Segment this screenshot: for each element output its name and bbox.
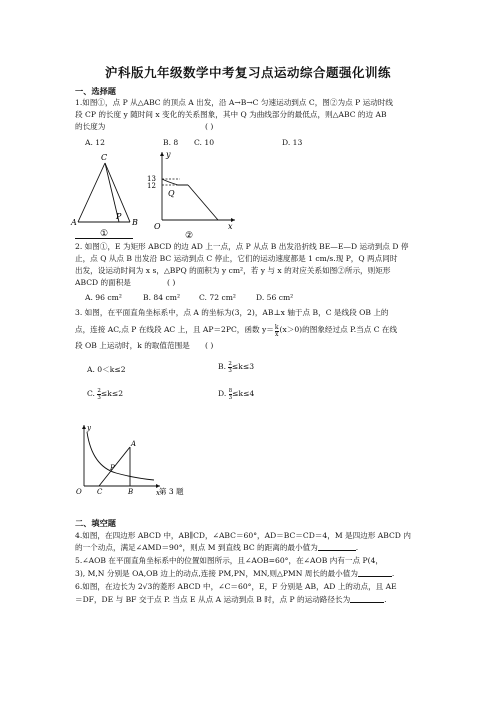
q3-fig-label-c: C xyxy=(97,488,103,496)
q3-option-c-prefix: C. xyxy=(87,389,95,398)
q3-option-d-den: 3 xyxy=(228,395,233,401)
q1-line3-text: 的长度为 xyxy=(75,122,106,131)
q2-line1: 2. 如图①，E 为矩形 ABCD 的边 AD 上一点，点 P 从点 B 出发沿折线 BE—E—D 运动到点 D 停 xyxy=(75,242,409,251)
q5-line2-end: . xyxy=(391,569,395,578)
q6-line1: 6.如图，在边长为 2√3的菱形 ABCD 中，∠C＝60°，E，F 分别是 AB，AD 上的动点，且 AE xyxy=(75,582,397,591)
q1-fig2-label-y: y xyxy=(166,150,171,159)
q2-option-a: A. 96 cm² xyxy=(85,293,122,302)
q1-fig1-caption: ① xyxy=(100,229,109,238)
q2-line3: 出发，设运动时间为 x s，△BPQ 的面积为 y cm²，若 y 与 x 的对应关系如图②所示，则矩形 xyxy=(75,266,391,275)
q3-fig-label-y: y xyxy=(87,424,91,432)
q3-line3 xyxy=(75,340,425,352)
q3-fig-label-o: O xyxy=(76,488,82,496)
q2-option-b: B. 84 cm² xyxy=(143,293,180,302)
q6-line2 xyxy=(75,594,425,606)
q3-option-d xyxy=(218,388,254,401)
q1-option-d: D. 13 xyxy=(282,138,303,147)
q3-option-b-prefix: B. xyxy=(218,362,226,371)
q3-line2-text-a: 点，连接 AC,点 P 在线段 AC 上，且 AP＝2PC，函数 y＝ xyxy=(75,325,274,334)
q3-option-c-num: 2 xyxy=(97,388,101,394)
q3-fig-label-b: B xyxy=(128,488,134,496)
q3-option-d-suffix: ≤k≤4 xyxy=(232,389,255,398)
q3-line2 xyxy=(75,324,425,339)
page-title: 沪科版九年级数学中考复习点运动综合题强化训练 xyxy=(104,65,391,80)
q2-line4-text: ABCD 的面积是 xyxy=(75,278,131,287)
q1-fig1-label-b: B xyxy=(132,218,138,227)
q2-answer-paren: ( ) xyxy=(167,278,176,287)
q3-option-b xyxy=(218,361,254,374)
q6-line2-end: . xyxy=(384,595,387,604)
q3-option-b-suffix: ≤k≤3 xyxy=(231,362,255,371)
q1-line3 xyxy=(75,121,425,133)
q1-fig1-label-a: A xyxy=(71,218,77,227)
q6-answer-blank[interactable] xyxy=(350,594,387,604)
q1-fig2-tick-13: 13 xyxy=(147,175,156,183)
q3-option-c-suffix: ≤k≤2 xyxy=(100,389,124,398)
q3-fraction-num: k xyxy=(274,323,279,331)
q2-line2: 止，点 Q 从点 B 出发沿 BC 运动到点 C 停止，它们的运动速度都是 1 cm/s.现 P，Q 两点同时 xyxy=(75,254,398,263)
section-fill-heading: 二、填空题 xyxy=(75,518,116,528)
q1-option-b: B. 8 xyxy=(163,138,179,147)
q3-fraction-kx xyxy=(275,325,279,339)
q3-option-d-num: 8 xyxy=(228,388,233,394)
q5-line2 xyxy=(75,568,425,580)
q1-fig1-underline xyxy=(75,238,133,239)
q6-line2-text: ＝DF，DE 与 BF 交于点 P. 当点 E 从点 A 运动到点 B 时，点 P 的运动路径长为 xyxy=(75,595,351,604)
q3-fig-label-p: P xyxy=(110,464,115,472)
q3-fraction-den: x xyxy=(275,331,279,338)
q3-line2-text-b: (x＞0)的图象经过点 P.当点 C 在线 xyxy=(279,325,398,334)
q1-fig2-label-x: x xyxy=(228,222,233,231)
q4-answer-blank[interactable] xyxy=(318,542,359,552)
q1-fig1-label-p: P xyxy=(116,212,122,221)
q5-answer-blank[interactable] xyxy=(358,568,395,578)
q1-option-c: C. 10 xyxy=(194,138,215,147)
q1-line2: 段 CP 的长度 y 随时间 x 变化的关系图象，其中 Q 为曲线部分的最低点，则△ABC 的边 AB xyxy=(75,110,387,119)
q3-option-a: A. 0＜k≤2 xyxy=(87,365,126,374)
q1-answer-paren: ( ) xyxy=(205,122,214,131)
q5-line2-text: 3), M,N 分别是 OA,OB 边上的动点,连接 PM,PN，MN,则△PMN 周长的最小值为 xyxy=(75,569,358,578)
q2-option-d: D. 56 cm² xyxy=(256,293,294,302)
q3-fig-label-a: A xyxy=(131,440,137,448)
q1-fig2-label-q: Q xyxy=(168,189,175,198)
q3-option-c xyxy=(87,388,123,401)
q2-option-c: C. 72 cm² xyxy=(199,293,236,302)
q1-figure-graph xyxy=(140,148,240,240)
q4-line2-text: 的一个动点，满足∠AMD＝90°，则点 M 到直线 BC 的距离的最小值为 xyxy=(75,543,318,552)
q1-fig1-label-c: C xyxy=(101,153,108,162)
q4-line2 xyxy=(75,542,425,554)
q5-line1: 5.∠AOB 在平面直角坐标系中的位置如图所示，且∠AOB=60°，在∠AOB 内有一点 P(4， xyxy=(75,556,384,565)
q3-line1: 3. 如图，在平面直角坐标系中，点 A 的坐标为(3，2)，AB⊥x 轴于点 B，C 是线段 OB 上的 xyxy=(75,308,389,317)
q3-option-c-den: 3 xyxy=(97,395,101,401)
q3-option-b-den: 3 xyxy=(228,368,232,374)
q3-fig-label-x: x xyxy=(156,489,160,497)
q4-line2-end: . xyxy=(355,543,359,552)
q1-fig2-label-o: O xyxy=(154,222,161,231)
q2-line4 xyxy=(75,277,425,289)
q1-option-a: A. 12 xyxy=(85,138,105,147)
q3-option-d-prefix: D. xyxy=(218,389,227,398)
section-choice-heading: 一、选择题 xyxy=(75,86,116,96)
q1-fig2-tick-12: 12 xyxy=(147,182,156,190)
q3-answer-paren: ( ) xyxy=(205,341,214,350)
q4-line1: 4.如图，在四边形 ABCD 中，AB∥CD，∠ABC＝60°，AD＝BC＝CD＝4，M 是四边形 ABCD 内 xyxy=(75,531,411,540)
q1-line1: 1.如图①，点 P 从△ABC 的顶点 A 出发，沿 A→B→C 匀速运动到点 C，图②为点 P 运动时线 xyxy=(75,98,393,107)
q1-fig2-caption: ② xyxy=(185,231,194,240)
q3-fig-caption: 第 3 题 xyxy=(159,487,184,496)
q3-figure-graph xyxy=(72,422,192,502)
q3-line3-text: 段 OB 上运动时，k 的取值范围是 xyxy=(75,341,190,350)
q1-figure-triangle xyxy=(70,148,140,238)
q3-option-b-num: 2 xyxy=(228,361,232,367)
